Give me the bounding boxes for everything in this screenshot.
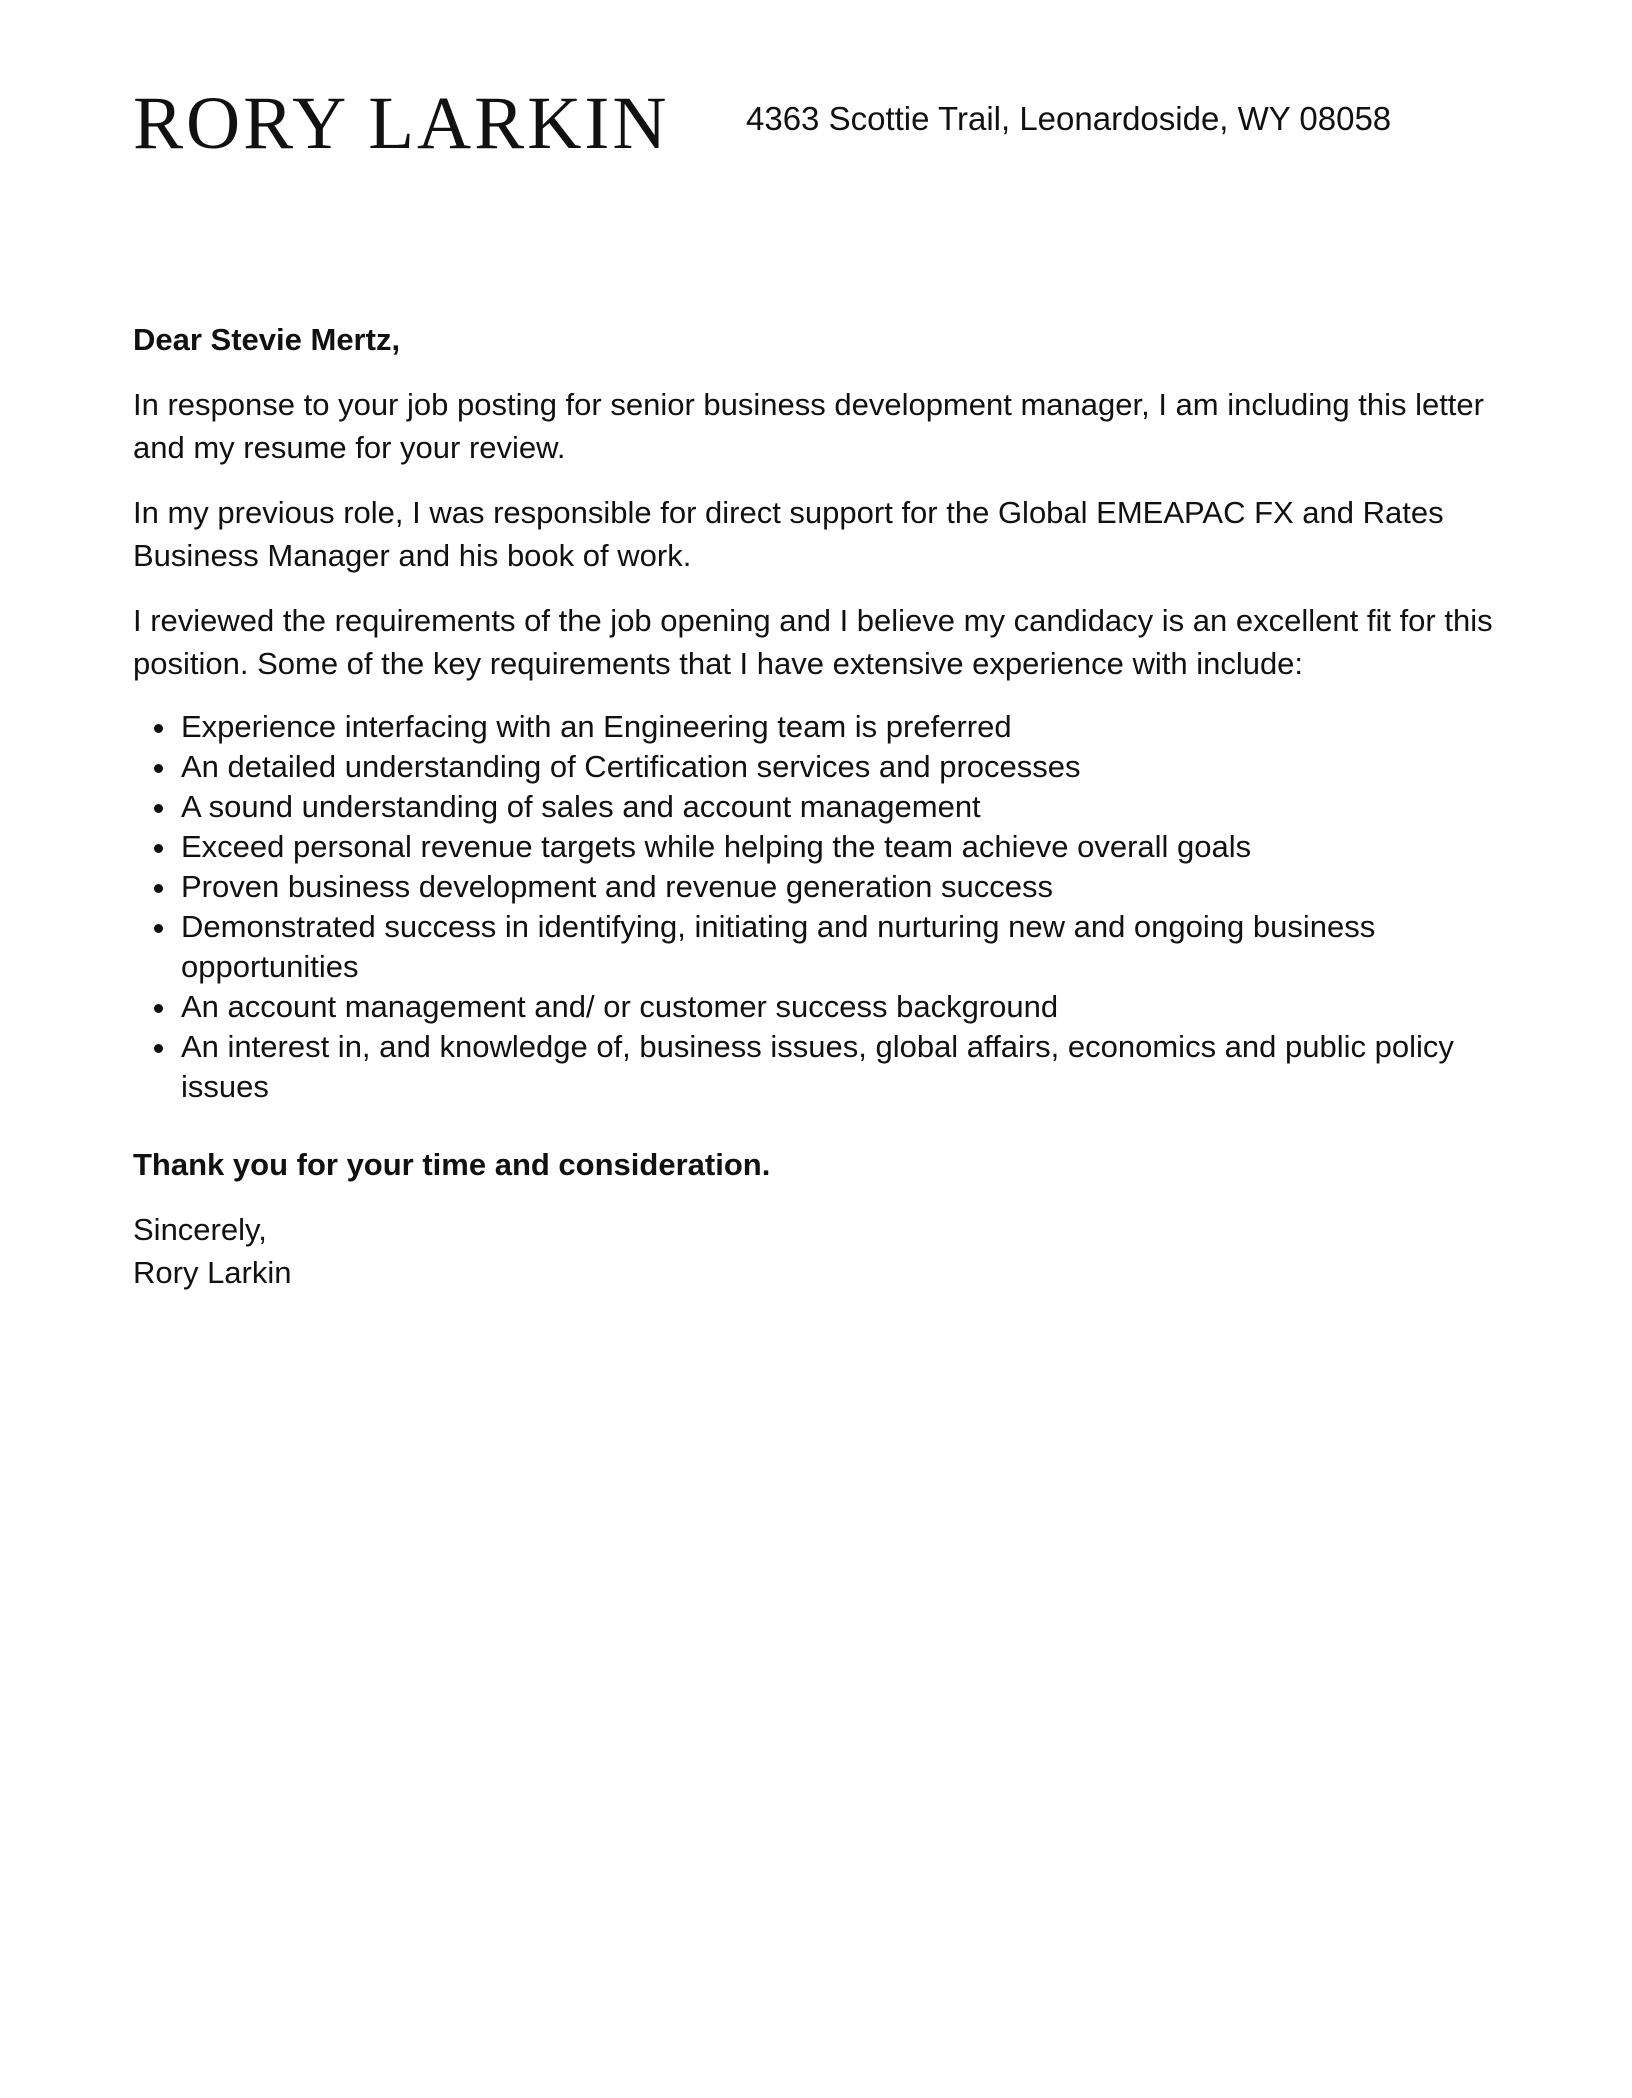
requirements-list: [133, 707, 1503, 1107]
list-item: An interest in, and knowledge of, business issues, global affairs, economics and public policy issues: [133, 1027, 1503, 1107]
list-item: An account management and/ or customer success background: [133, 987, 1503, 1027]
closing: Sincerely,: [133, 1212, 267, 1247]
sender-name: RORY LARKIN: [133, 82, 670, 165]
signature: Rory Larkin: [133, 1255, 292, 1290]
sender-address: 4363 Scottie Trail, Leonardoside, WY 08058: [746, 100, 1392, 137]
paragraph: In response to your job posting for senior business development manager, I am including this letter and my resume for your review.: [133, 387, 1484, 465]
thanks-line: Thank you for your time and consideration.: [133, 1147, 771, 1182]
list-item: Demonstrated success in identifying, initiating and nurturing new and ongoing business opportunities: [133, 907, 1503, 987]
paragraph: I reviewed the requirements of the job opening and I believe my candidacy is an excellent fit for this position. Some of the key requirements that I have extensive experience with include:: [133, 603, 1493, 681]
paragraph: In my previous role, I was responsible for direct support for the Global EMEAPAC FX and Rates Business Manager and his book of work.: [133, 495, 1444, 573]
list-item: Experience interfacing with an Engineering team is preferred: [133, 707, 1503, 747]
letter-body: [133, 318, 1503, 1294]
letterhead: [133, 82, 670, 165]
list-item: Proven business development and revenue generation success: [133, 867, 1503, 907]
list-item: A sound understanding of sales and account management: [133, 787, 1503, 827]
list-item: Exceed personal revenue targets while helping the team achieve overall goals: [133, 827, 1503, 867]
list-item: An detailed understanding of Certification services and processes: [133, 747, 1503, 787]
salutation: Dear Stevie Mertz,: [133, 322, 401, 357]
